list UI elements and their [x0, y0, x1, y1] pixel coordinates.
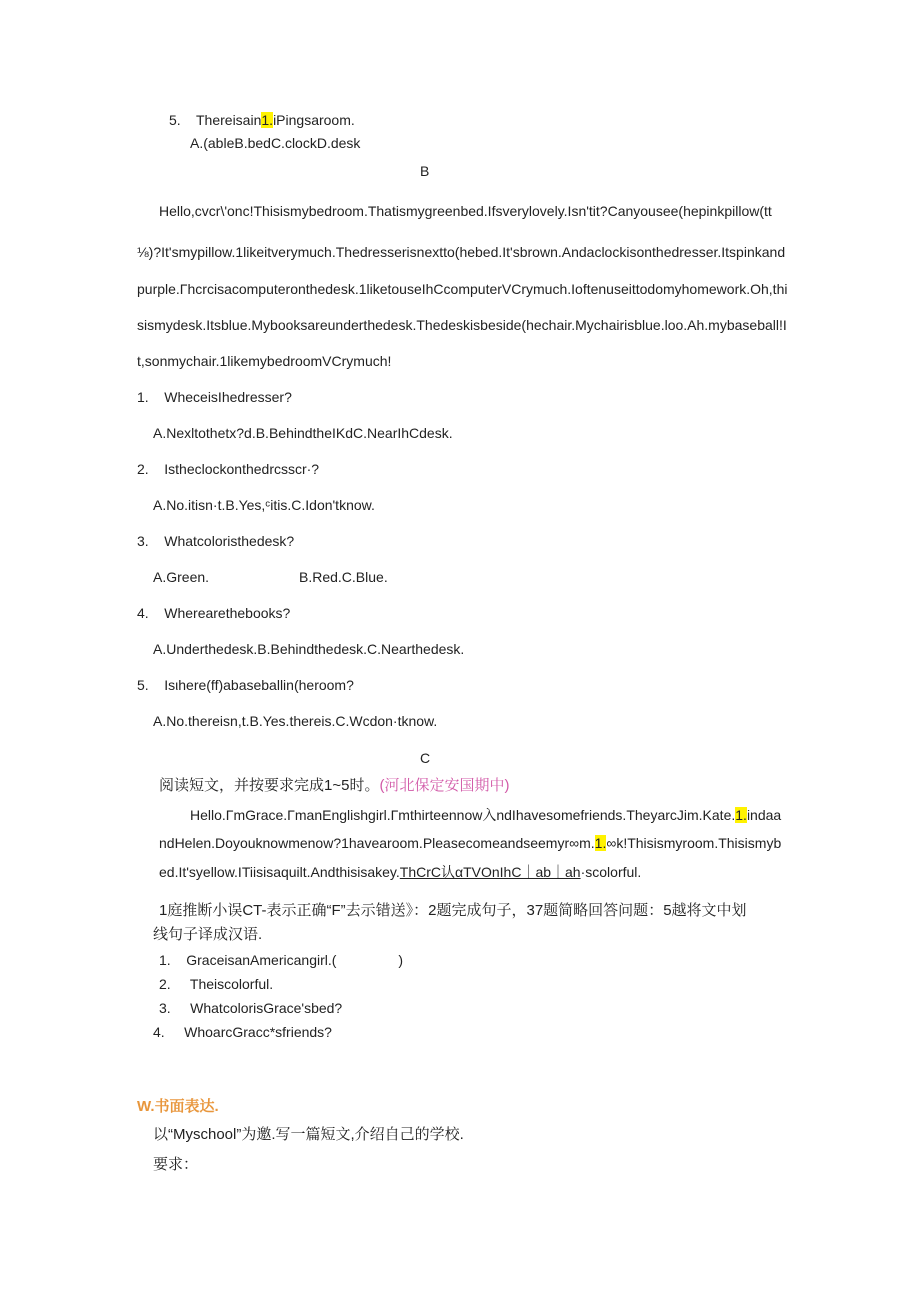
question-number: 5. [137, 677, 149, 693]
blank-marker: 1. [735, 807, 747, 823]
passage-text: ed.It'syellow.ITiisisaquilt.Andthisisakey. [159, 864, 400, 880]
b-question-2-options: A.No.itisn·t.B.Yes,ᶜitis.C.Idon'tknow. [153, 497, 375, 513]
section-c-instruction [159, 777, 509, 795]
b-question-4 [137, 604, 290, 622]
b-question-3 [137, 532, 294, 550]
blank-marker: 1. [261, 112, 274, 128]
paren-close: ) [398, 952, 404, 968]
passage-b-line-3: purple.Γhcrcisacomputeronthedesk.1liketouseIhCcomputerVCrymuch.Ioftenuseittodomyhomework.Oh,thi [137, 281, 788, 297]
question-text: Istheclockonthedrcsscr·? [164, 461, 320, 477]
question-number: 4. [137, 605, 149, 621]
section-c-heading: C [420, 750, 431, 766]
section-b-heading: B [420, 163, 430, 179]
section-w-requirements: 要求： [153, 1156, 199, 1173]
question-number: 1. [159, 952, 171, 968]
passage-b-line-2: ⅛)?It'smypillow.1likeitverymuch.Thedresserisnextto(hebed.It'sbrown.Andaclockisonthedresser.Itspinkand [137, 244, 786, 260]
passage-b-line-5: t,sonmychair.1likemybedroomVCrymuch! [137, 353, 392, 369]
section-w-prompt: 以“Myschool”为邀.写一篇短文,介绍自己的学校. [153, 1126, 464, 1143]
question-number: 3. [137, 533, 149, 549]
b-question-1-options: A.Nexltothetx?d.B.BehindtheIKdC.NearIhCdesk. [153, 425, 453, 441]
passage-c-line-2 [159, 834, 781, 852]
passage-b-line-1: Hello,cvcr\'onc!Thisismybedroom.Thatismygreenbed.Ifsverylovely.Isn'tit?Canyousee(hepinkpillow(tt [159, 203, 772, 219]
question-text: GraceisanAmericangirl.( [186, 952, 337, 968]
question-text: Theiscolorful. [189, 976, 274, 992]
b-question-5-options: A.No.thereisn,t.B.Yes.thereis.C.Wcdon·tknow. [153, 713, 438, 729]
question-text: WhatcolorisGrace'sbed? [190, 1000, 343, 1016]
source-note: (河北保定安国期中) [379, 777, 510, 794]
b-question-3-options-bc: B.Red.C.Blue. [299, 569, 388, 585]
question-number: 2. [137, 461, 149, 477]
c-question-3 [159, 999, 342, 1017]
blank-marker: 1. [594, 835, 607, 851]
passage-c-line-1 [190, 806, 781, 824]
c-question-1 [159, 951, 403, 969]
section-a-q5 [169, 111, 355, 129]
question-number: 1. [137, 389, 149, 405]
passage-text: ndHelen.Doyouknowmenow?1havearoom.Pleasecomeandseemyr∞m. [159, 835, 595, 851]
passage-text: Hello.ΓmGrace.ΓmanEnglishgirl.Γmthirteennow入ndIhavesomefriends.TheyarcJim.Kate. [190, 807, 736, 823]
section-c-task-line-1: 1庭推断小误CT-表示正确“F”去示错送》：2题完成句子，37题简略回答问题：5越将文中划 [159, 902, 747, 919]
c-question-2 [159, 975, 273, 993]
section-w-heading: W.书面表达. [137, 1098, 219, 1115]
instruction-text: 阅读短文，并按要求完成1~5时。 [159, 777, 380, 794]
passage-text: ∞k!Thisismyroom.Thisismyb [606, 835, 782, 851]
question-text: Whatcoloristhedesk? [164, 533, 295, 549]
b-question-3-option-a: A.Green. [153, 569, 210, 585]
passage-c-line-3 [159, 863, 641, 881]
b-question-5 [137, 676, 354, 694]
question-number: 2. [159, 976, 171, 992]
b-question-2 [137, 460, 319, 478]
b-question-1 [137, 388, 292, 406]
b-question-4-options: A.Underthedesk.B.Behindthedesk.C.Nearthedesk. [153, 641, 465, 657]
question-text: Isιhere(ff)abaseballin(heroom? [164, 677, 354, 693]
question-text-pre: Thereisain [196, 112, 262, 128]
section-c-task-line-2: 线句子译成汉语. [153, 926, 263, 943]
section-a-q5-options: A.(ableB.bedC.clockD.desk [190, 135, 361, 151]
question-text-post: iPingsaroom. [273, 112, 355, 128]
question-number: 4. [153, 1024, 165, 1040]
passage-text: indaa [746, 807, 782, 823]
question-text: WheceisIhedresser? [164, 389, 292, 405]
question-text: Wherearethebooks? [164, 605, 291, 621]
question-number: 3. [159, 1000, 171, 1016]
c-question-4 [153, 1023, 332, 1041]
question-text: WhoarcGracc*sfriends? [184, 1024, 332, 1040]
question-number: 5. [169, 112, 181, 128]
passage-text: ·scolorful. [580, 864, 642, 880]
passage-b-line-4: sismydesk.Itsblue.Mybooksareunderthedesk.Thedeskisbeside(hechair.Mychairisblue.loo.Ah.mybaseball!I [137, 317, 787, 333]
underlined-sentence: ThCrC认αTVOnIhC｜ab｜ah [399, 864, 581, 880]
